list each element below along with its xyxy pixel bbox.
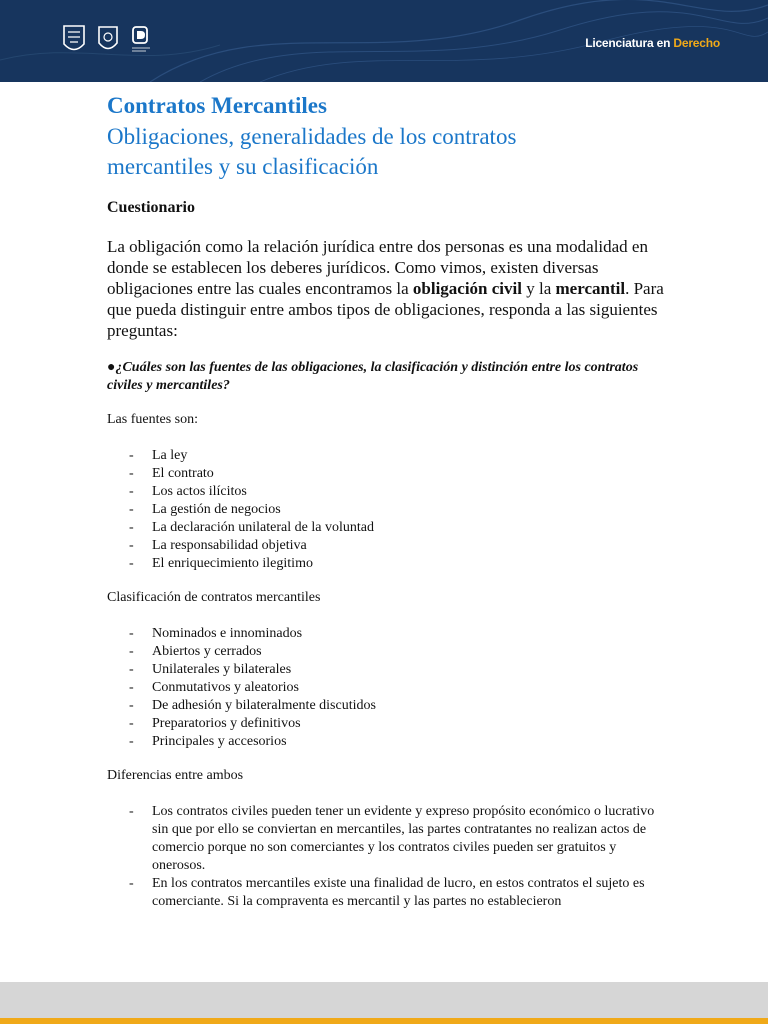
list-item: - La gestión de negocios: [107, 501, 667, 519]
list-item: - La declaración unilateral de la voluntad: [107, 519, 667, 537]
question-text: ●¿Cuáles son las fuentes de las obligaciones, la clasificación y distinción entre los contratos civiles y mercantiles?: [107, 360, 639, 393]
differences-label: Diferencias entre ambos: [107, 768, 244, 783]
footer-accent-line: [0, 1018, 768, 1024]
document-title: Contratos Mercantiles: [107, 93, 327, 118]
sources-list: [107, 447, 667, 573]
document-subtitle: [107, 122, 667, 182]
intro-bold-term: mercantil: [555, 279, 626, 298]
header-banner: [0, 0, 768, 82]
unam-shield-icon: [62, 24, 86, 56]
classification-label: Clasificación de contratos mercantiles: [107, 590, 321, 605]
list-item: - De adhesión y bilateralmente discutidos: [107, 697, 667, 715]
list-item: - Los actos ilícitos: [107, 483, 667, 501]
document-body: [107, 92, 667, 911]
intro-text: La obligación como la relación jurídica entre dos personas es una modalidad en donde se establecen los deberes jurídicos. Como vimos, existen diversas obligaciones entre las cuales encontramos la: [107, 237, 648, 298]
subtitle-line: Obligaciones, generalidades de los contratos: [107, 124, 517, 149]
list-item: - La ley: [107, 447, 667, 465]
list-item: - Los contratos civiles pueden tener un evidente y expreso propósito económico o lucrativo sin que por ello se conviertan en mercantiles, las partes contratantes no realizan actos de comercio porque no son comerciantes y los contratos civiles pueden ser gratuitos y onerosos.: [107, 803, 667, 875]
classification-list: [107, 625, 667, 751]
section-heading: Cuestionario: [107, 199, 195, 216]
program-name: [585, 36, 720, 50]
intro-paragraph: [107, 236, 667, 341]
list-item: - El enriquecimiento ilegitimo: [107, 555, 667, 573]
intro-text: y la: [521, 279, 556, 298]
intro-text: . Para que pueda distinguir entre ambos tipos de obligaciones, responda a las siguientes preguntas:: [107, 279, 664, 340]
differences-list: [107, 803, 667, 911]
institution-logos: [62, 24, 154, 56]
cuaed-logo-icon: [130, 24, 154, 56]
list-item: - El contrato: [107, 465, 667, 483]
list-item: - Nominados e innominados: [107, 625, 667, 643]
list-item: - En los contratos mercantiles existe una finalidad de lucro, en estos contratos el sujeto es comerciante. Si la compraventa es mercantil y las partes no establecieron: [107, 875, 667, 911]
intro-bold-term: obligación civil: [412, 279, 522, 298]
list-item: - Preparatorios y definitivos: [107, 715, 667, 733]
faculty-shield-icon: [96, 24, 120, 56]
program-accent: Derecho: [673, 36, 720, 50]
list-item: - Conmutativos y aleatorios: [107, 679, 667, 697]
program-prefix: Licenciatura en: [585, 36, 671, 50]
subtitle-line: mercantiles y su clasificación: [107, 154, 379, 179]
list-item: - Unilaterales y bilaterales: [107, 661, 667, 679]
list-item: - Principales y accesorios: [107, 733, 667, 751]
list-item: - Abiertos y cerrados: [107, 643, 667, 661]
list-item: - La responsabilidad objetiva: [107, 537, 667, 555]
sources-label: Las fuentes son:: [107, 412, 198, 427]
